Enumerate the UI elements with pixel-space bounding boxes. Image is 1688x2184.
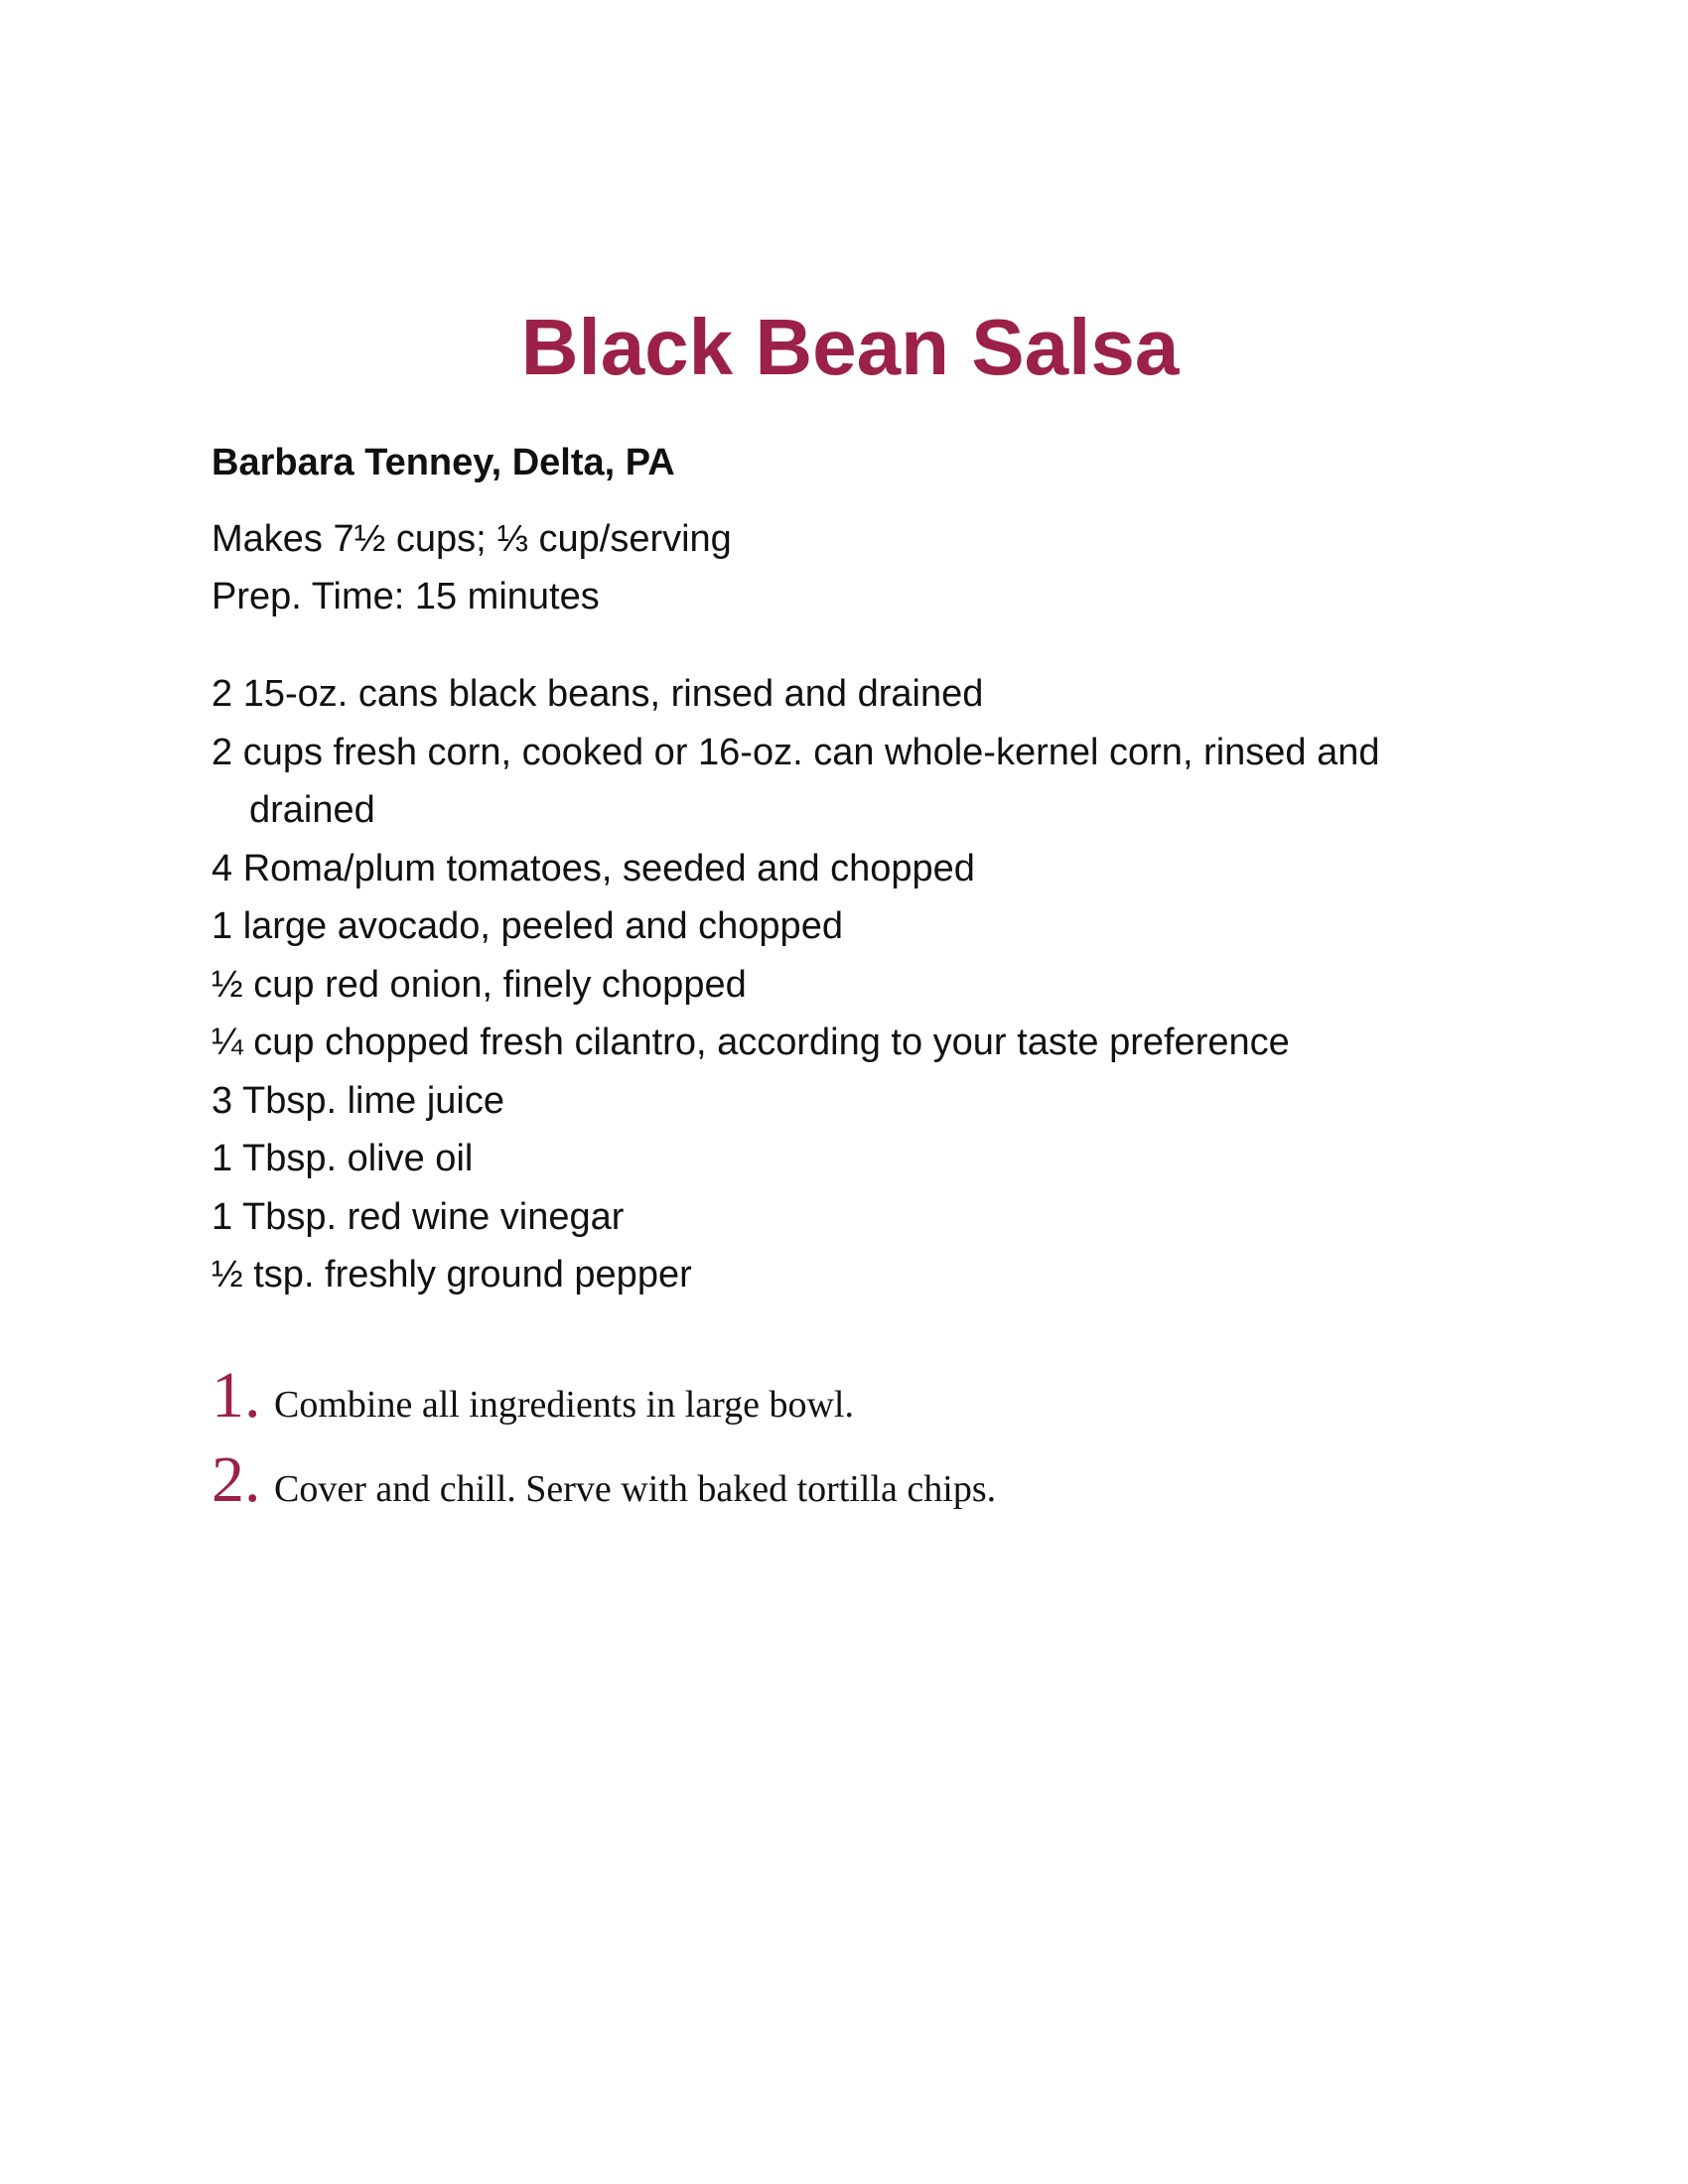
step-text: Combine all ingredients in large bowl. — [274, 1383, 854, 1426]
ingredient-item: 1 Tbsp. red wine vinegar — [211, 1195, 625, 1238]
ingredient-item: ½ cup red onion, finely chopped — [211, 963, 747, 1006]
step-text: Cover and chill. Serve with baked tortilla chips. — [274, 1467, 997, 1510]
ingredient-item: 1 Tbsp. olive oil — [211, 1138, 474, 1179]
step-number: 1. — [211, 1358, 261, 1432]
step-number: 2. — [211, 1442, 261, 1516]
instruction-step — [211, 1356, 1502, 1440]
ingredient-item: ¼ cup chopped fresh cilantro, according to your taste preference — [211, 1022, 1290, 1063]
recipe-body — [211, 437, 1502, 1525]
ingredient-item: ½ tsp. freshly ground pepper — [211, 1254, 692, 1296]
instruction-step — [211, 1440, 1502, 1525]
recipe-author: Barbara Tenney, Delta, PA — [211, 442, 675, 483]
ingredient-item: 4 Roma/plum tomatoes, seeded and chopped — [211, 847, 975, 889]
ingredient-item: 3 Tbsp. lime juice — [211, 1079, 504, 1122]
recipe-yield: Makes 7½ cups; ⅓ cup/serving — [211, 518, 732, 560]
ingredient-item: 1 large avocado, peeled and chopped — [211, 905, 843, 947]
recipe-prep-time: Prep. Time: 15 minutes — [211, 576, 600, 617]
ingredient-item: 2 cups fresh corn, cooked or 16-oz. can whole-kernel corn, rinsed and drained — [211, 731, 1380, 831]
recipe-title: Black Bean Salsa — [520, 303, 1180, 391]
ingredients-list — [211, 665, 1502, 1304]
ingredient-item: 2 15-oz. cans black beans, rinsed and drained — [211, 673, 984, 715]
instructions-list — [211, 1356, 1502, 1525]
